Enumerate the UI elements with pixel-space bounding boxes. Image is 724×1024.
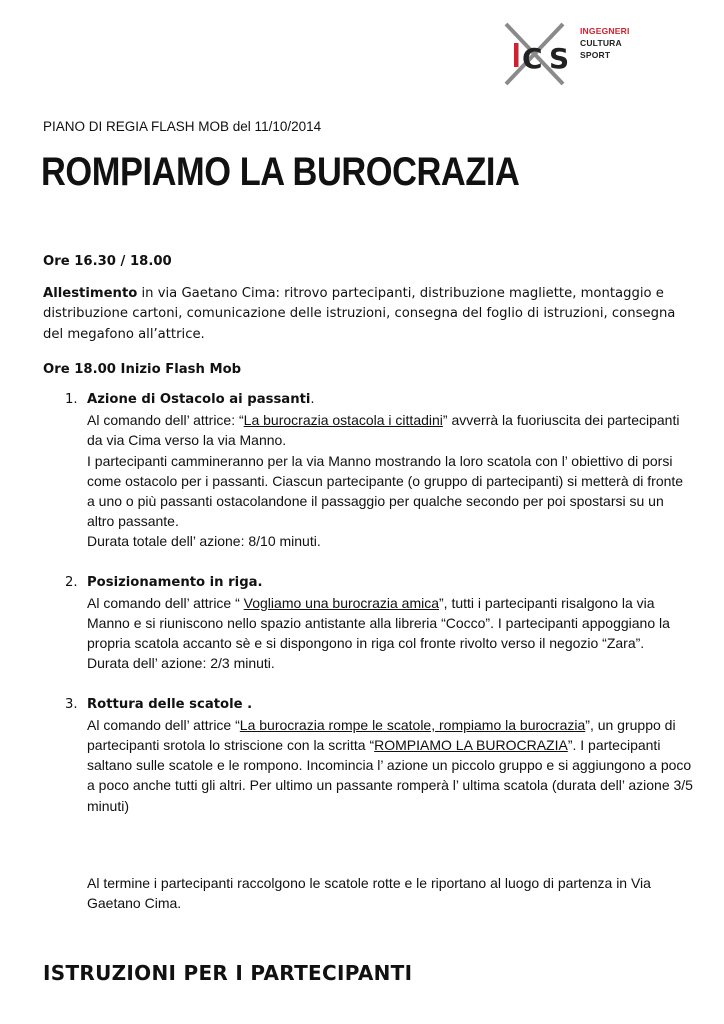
closing-paragraph: Al termine i partecipanti raccolgono le scatole rotte e le riportano al luogo di partenza in Via Gaetano Cima. bbox=[87, 874, 651, 912]
action-duration: Durata totale dell’ azione: 8/10 minuti. bbox=[87, 533, 321, 550]
action-title: Posizionamento in riga. bbox=[87, 574, 263, 590]
text-span: Al comando dell’ attrice “ bbox=[87, 594, 244, 611]
quoted-slogan: La burocrazia ostacola i cittadini bbox=[243, 412, 443, 429]
banner-text: ROMPIAMO LA BUROCRAZIA bbox=[374, 737, 568, 754]
document-title: ROMPIAMO LA BUROCRAZIA bbox=[41, 150, 520, 194]
logo-line-cultura: CULTURA bbox=[580, 38, 622, 48]
action-title: Rottura delle scatole . bbox=[87, 696, 253, 712]
logo-text bbox=[580, 25, 630, 61]
action-body bbox=[87, 593, 693, 674]
time-slot-setup: Ore 16.30 / 18.00 bbox=[43, 254, 172, 269]
action-paragraph bbox=[87, 410, 693, 450]
spacer bbox=[43, 674, 693, 695]
setup-label: Allestimento bbox=[43, 286, 138, 302]
document-subtitle: PIANO DI REGIA FLASH MOB del 11/10/2014 bbox=[43, 119, 322, 134]
list-item-action-2 bbox=[43, 573, 693, 674]
list-number: 3. bbox=[65, 696, 78, 712]
document-body bbox=[43, 252, 693, 913]
quoted-slogan: La burocrazia rompe le scatole, rompiamo la burocrazia bbox=[239, 716, 586, 733]
action-title: Azione di Ostacolo ai passanti bbox=[87, 392, 311, 408]
action-body bbox=[87, 715, 693, 816]
list-item-action-1 bbox=[43, 390, 693, 552]
text-span: Al comando dell’ attrice “ bbox=[87, 716, 240, 733]
action-title-suffix: . bbox=[310, 392, 315, 408]
list-item-action-3 bbox=[43, 695, 693, 816]
actions-list bbox=[43, 390, 693, 816]
text-span: ”, tutti i partecipanti risalgono la via Manno e si riuniscono nello spazio antistante alla libreria “Cocco”. I partecipanti appoggiano la propria scatola accanto sè e si dispongono in riga col fronte rivolto verso il negozio “Zara”. bbox=[87, 594, 670, 652]
action-paragraph: I partecipanti cammineranno per la via Manno mostrando la loro scatola con l’ obiettivo di porsi come ostacolo per i passanti. Ciascun partecipante (o gruppo di partecipanti) si metterà di fronte a uno o più passanti ostacolandone il passaggio per qualche secondo per poi spostarsi su un altro passante. bbox=[87, 452, 684, 530]
svg-text:S: S bbox=[549, 42, 570, 75]
logo-line-ingegneri: INGEGNERI bbox=[580, 26, 630, 36]
svg-text:C: C bbox=[522, 42, 543, 75]
text-span: Al comando dell’ attrice: “ bbox=[87, 412, 244, 429]
time-slot-flashmob: Ore 18.00 Inizio Flash Mob bbox=[43, 361, 242, 377]
spacer bbox=[43, 816, 693, 873]
section-heading-instructions: ISTRUZIONI PER I PARTECIPANTI bbox=[43, 961, 413, 985]
setup-text: in via Gaetano Cima: ritrovo partecipanti, distribuzione magliette, montaggio e distribuzione cartoni, comunicazione delle istruzioni, consegna del foglio di istruzioni, consegna del megafono all’attrice. bbox=[43, 286, 676, 342]
quoted-slogan: Vogliamo una burocrazia amica bbox=[243, 594, 440, 611]
text-span: ”. I partecipanti saltano sulle scatole e le rompono. Incomincia l’ azione un piccolo gruppo e si aggiungono a poco a poco anche tutti gli altri. Per ultimo un passante romperà l’ ultima scatola (durata dell’ azione 3/5 minuti) bbox=[87, 737, 693, 814]
action-duration: Durata dell’ azione: 2/3 minuti. bbox=[87, 655, 275, 672]
setup-paragraph bbox=[43, 284, 693, 345]
action-paragraph bbox=[87, 715, 693, 816]
spacer bbox=[43, 552, 693, 573]
logo-line-sport: SPORT bbox=[580, 50, 611, 60]
text-span: ” avverrà la fuoriuscita dei partecipanti da via Cima verso la via Manno. bbox=[87, 412, 680, 449]
action-body bbox=[87, 410, 693, 551]
action-paragraph bbox=[87, 593, 693, 654]
list-number: 1. bbox=[65, 392, 78, 408]
list-number: 2. bbox=[65, 574, 78, 590]
text-span: ”, un gruppo di partecipanti srotola lo striscione con la scritta “ bbox=[87, 716, 676, 754]
